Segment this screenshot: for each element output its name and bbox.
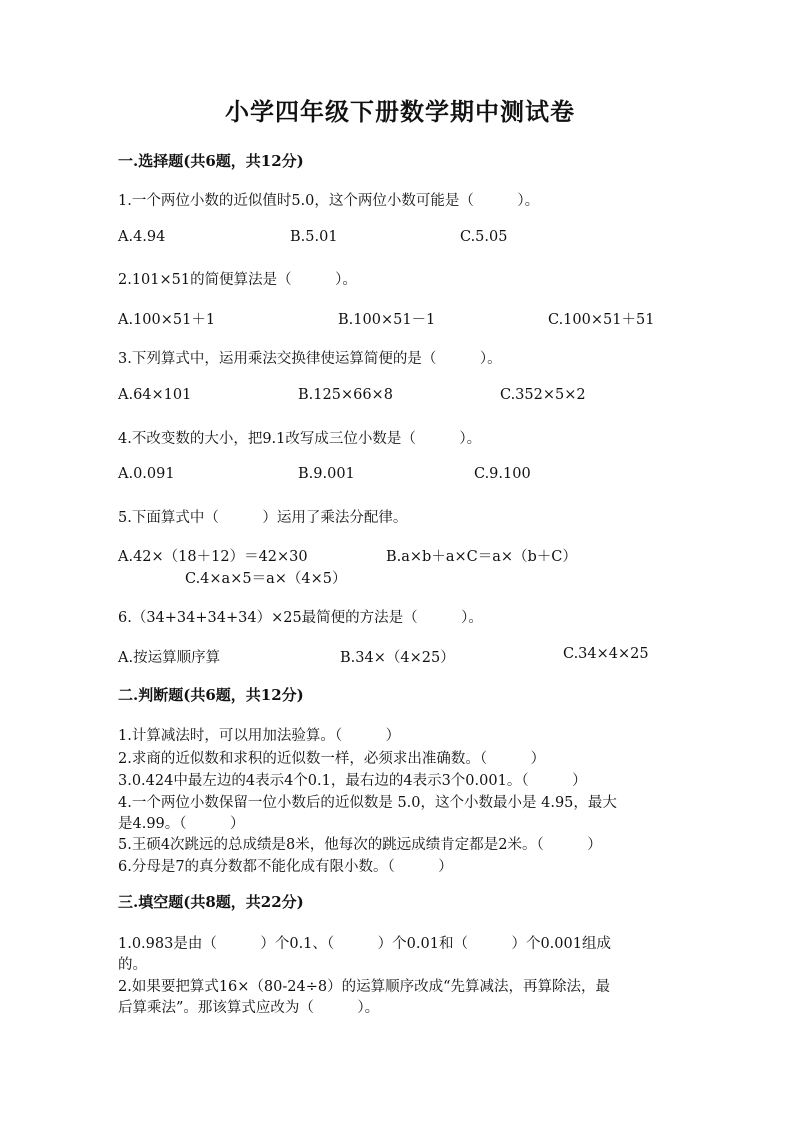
option-a: A.64×101 (118, 387, 192, 403)
option-a: A.100×51＋1 (118, 312, 216, 328)
question-text: 4.不改变数的大小，把9.1改写成三位小数是（ ）。 (118, 431, 482, 447)
question-text: 6.（34+34+34+34）×25最简便的方法是（ ）。 (118, 610, 483, 626)
statement-line: 4.一个两位小数保留一位小数后的近似数是 5.0，这个小数最小是 4.95，最大 (118, 795, 617, 811)
statement-line: 2.求商的近似数和求积的近似数一样，必须求出准确数。（ ） (118, 751, 546, 767)
question-text: 2.101×51的简便算法是（ ）。 (118, 272, 357, 288)
option-b: B.125×66×8 (298, 387, 393, 403)
question-line: 后算乘法”。那该算式应改为（ ）。 (118, 1000, 380, 1016)
statement-line: 1.计算减法时，可以用加法验算。（ ） (118, 728, 401, 744)
question-text: 1.一个两位小数的近似值时5.0，这个两位小数可能是（ ）。 (118, 193, 540, 209)
statement-line: 是4.99。（ ） (118, 816, 245, 832)
option-b: B.5.01 (290, 229, 338, 245)
option-b: B.9.001 (298, 466, 355, 482)
option-b: B.34×（4×25） (340, 650, 455, 666)
statement-line: 6.分母是7的真分数都不能化成有限小数。（ ） (118, 859, 453, 875)
option-c: C.100×51＋51 (548, 312, 655, 328)
option-a: A.0.091 (118, 466, 175, 482)
section-heading-choice: 一.选择题(共6题，共12分) (118, 152, 304, 170)
option-c: C.5.05 (460, 229, 508, 245)
section-heading-judgement: 二.判断题(共6题，共12分) (118, 686, 304, 704)
question-line: 的。 (118, 957, 147, 973)
option-c: C.4×a×5＝a×（4×5） (185, 571, 347, 587)
option-b: B.a×b＋a×C＝a×（b＋C） (386, 549, 577, 565)
statement-line: 3.0.424中最左边的4表示4个0.1，最右边的4表示3个0.001。（ ） (118, 773, 587, 789)
option-c: C.352×5×2 (500, 387, 586, 403)
option-a: A.4.94 (118, 229, 166, 245)
question-line: 1.0.983是由（ ）个0.1、（ ）个0.01和（ ）个0.001组成 (118, 936, 611, 952)
question-text: 3.下列算式中，运用乘法交换律使运算简便的是（ ）。 (118, 351, 502, 367)
option-a: A.42×（18＋12）＝42×30 (118, 549, 308, 565)
statement-line: 5.王硕4次跳远的总成绩是8米，他每次的跳远成绩肯定都是2米。（ ） (118, 837, 602, 853)
option-c: C.9.100 (474, 466, 531, 482)
section-heading-fill-blank: 三.填空题(共8题，共22分) (118, 893, 304, 911)
page-title: 小学四年级下册数学期中测试卷 (225, 97, 575, 126)
question-line: 2.如果要把算式16×（80-24÷8）的运算顺序改成“先算减法，再算除法，最 (118, 979, 611, 995)
option-c: C.34×4×25 (563, 646, 649, 662)
option-a: A.按运算顺序算 (118, 650, 221, 666)
question-text: 5.下面算式中（ ）运用了乘法分配律。 (118, 510, 408, 526)
option-b: B.100×51－1 (338, 312, 436, 328)
